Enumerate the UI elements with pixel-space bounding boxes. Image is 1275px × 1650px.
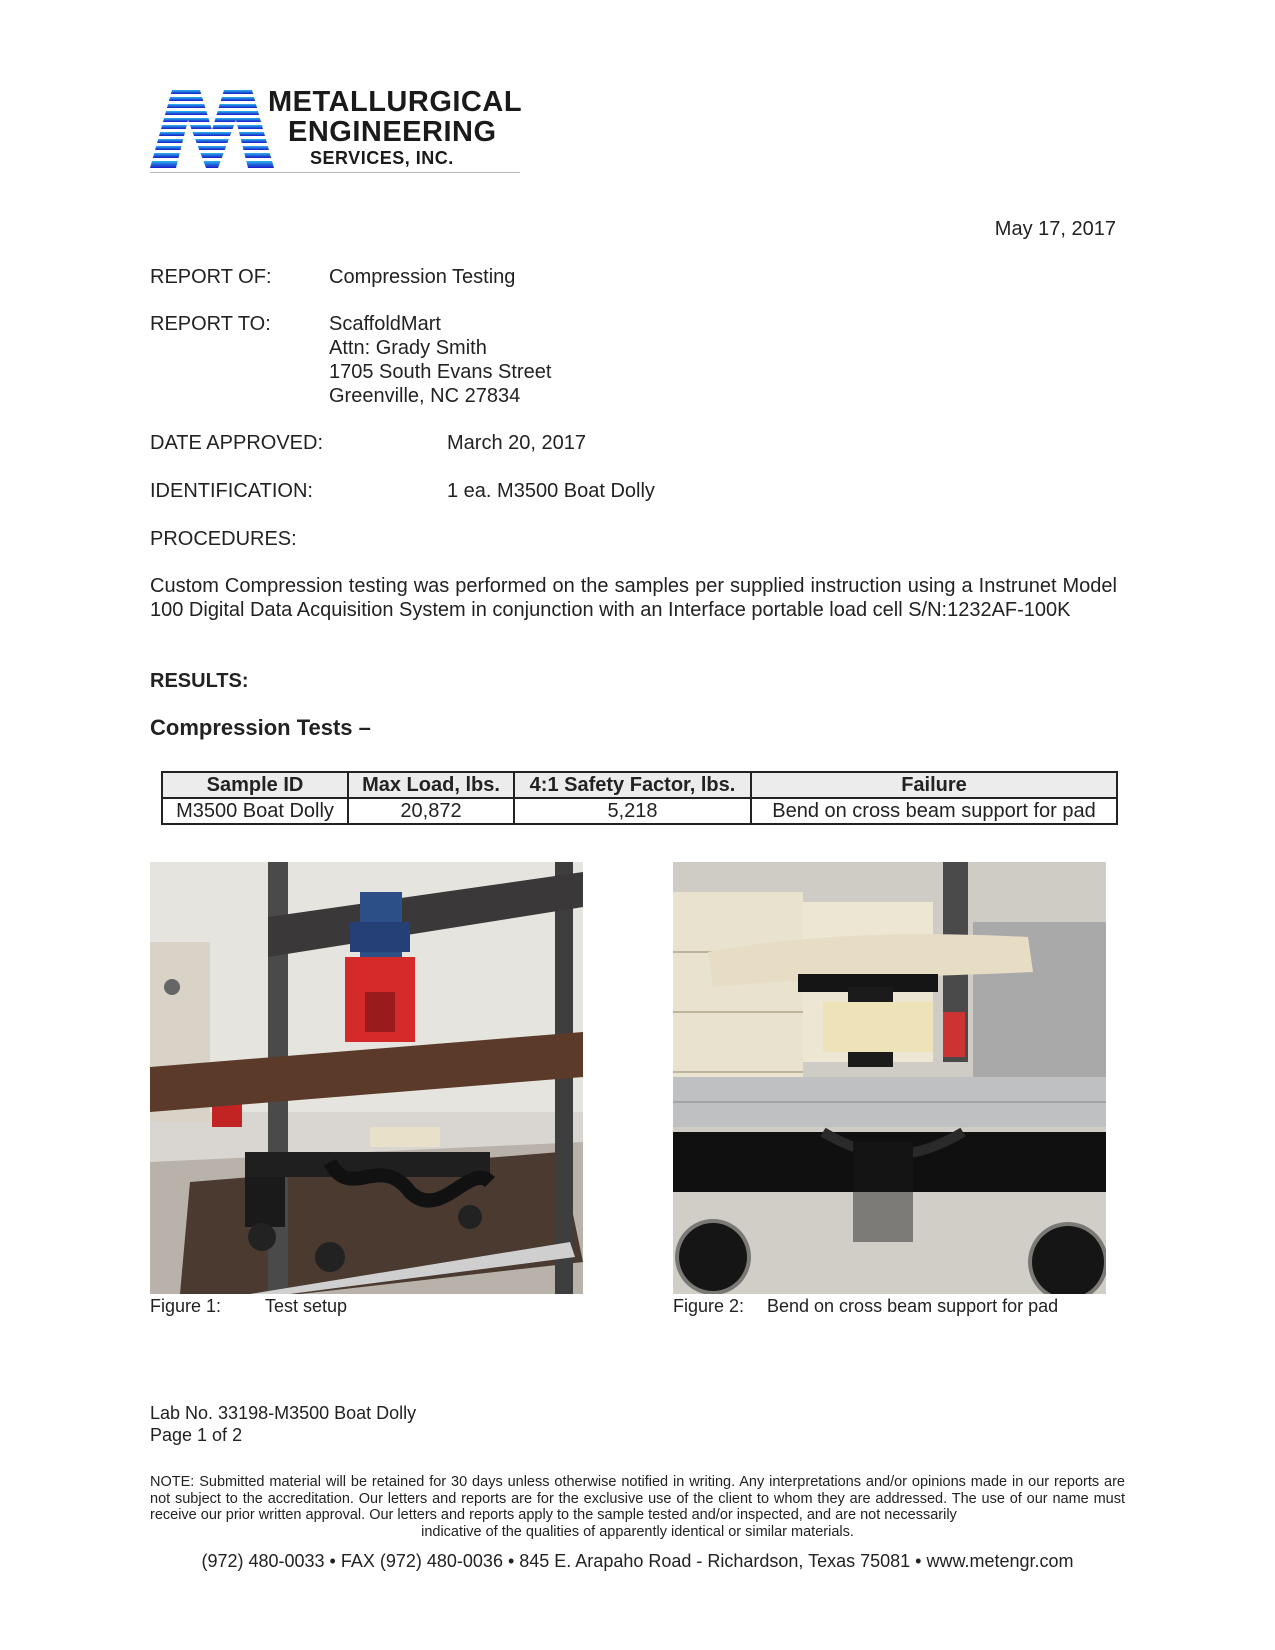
results-table	[161, 771, 1118, 825]
logo-line-1: METALLURGICAL	[268, 86, 523, 118]
page-number: Page 1 of 2	[150, 1425, 243, 1445]
report-to-line: 1705 South Evans Street	[329, 361, 552, 383]
bend-detail-image	[673, 862, 1106, 1294]
report-to-line: Greenville, NC 27834	[329, 385, 521, 407]
header-failure: Failure	[751, 772, 1117, 798]
identification-value: 1 ea. M3500 Boat Dolly	[447, 480, 655, 502]
figure-1-caption: Test setup	[265, 1296, 348, 1316]
results-label: RESULTS:	[150, 670, 249, 692]
report-of-label: REPORT OF:	[150, 266, 272, 288]
logo-underline	[150, 172, 520, 173]
report-of-value: Compression Testing	[329, 266, 516, 288]
test-setup-image	[150, 862, 583, 1294]
logo-mark-icon	[150, 90, 275, 168]
figure-2-label: Figure 2:	[673, 1296, 745, 1316]
disclaimer-text: NOTE: Submitted material will be retained for 30 days unless otherwise notified in writing. Any interpretations and/or opinions made in our reports are not subject to the accreditation. Our letters and reports are for the exclusive use of the client to whom they are addressed. The use of our name must receive our prior written approval. Our letters and reports apply to the sample tested and/or inspected, and are not necessarily	[150, 1474, 1125, 1523]
cell-failure: Bend on cross beam support for pad	[751, 798, 1117, 824]
compression-tests-heading: Compression Tests –	[150, 715, 371, 740]
date-approved-value: March 20, 2017	[447, 432, 586, 454]
disclaimer-note	[150, 1474, 1125, 1540]
report-date: May 17, 2017	[994, 218, 1116, 240]
header-max-load: Max Load, lbs.	[348, 772, 514, 798]
figure-2-photo	[673, 862, 1106, 1294]
figure-1-label: Figure 1:	[150, 1296, 222, 1316]
report-to-line: Attn: Grady Smith	[329, 337, 487, 359]
procedures-text: Custom Compression testing was performed on the samples per supplied instruction using a Instrunet Model 100 Digital Data Acquisition System in conjunction with an Interface portable load cell S/N:1232AF-100K	[150, 575, 1117, 621]
logo-line-3: SERVICES, INC.	[310, 148, 454, 168]
procedures-label: PROCEDURES:	[150, 528, 297, 550]
disclaimer-last-line: indicative of the qualities of apparently identical or similar materials.	[421, 1523, 854, 1540]
cell-sample-id: M3500 Boat Dolly	[162, 798, 348, 824]
cell-safety-factor: 5,218	[514, 798, 751, 824]
lab-number: Lab No. 33198-M3500 Boat Dolly	[150, 1403, 417, 1423]
table-header-row	[162, 772, 1117, 798]
company-logo	[150, 86, 522, 178]
cell-max-load: 20,872	[348, 798, 514, 824]
report-to-label: REPORT TO:	[150, 313, 271, 335]
logo-line-2: ENGINEERING	[288, 116, 497, 148]
date-approved-label: DATE APPROVED:	[150, 432, 324, 454]
report-to-line: ScaffoldMart	[329, 313, 441, 335]
header-sample-id: Sample ID	[162, 772, 348, 798]
figure-1-photo	[150, 862, 583, 1294]
table-row	[162, 798, 1117, 824]
contact-line: (972) 480-0033 • FAX (972) 480-0036 • 845 E. Arapaho Road - Richardson, Texas 75081 • www.metengr.com	[201, 1551, 1074, 1571]
header-safety-factor: 4:1 Safety Factor, lbs.	[514, 772, 751, 798]
identification-label: IDENTIFICATION:	[150, 480, 313, 502]
figure-2-caption: Bend on cross beam support for pad	[767, 1296, 1059, 1316]
